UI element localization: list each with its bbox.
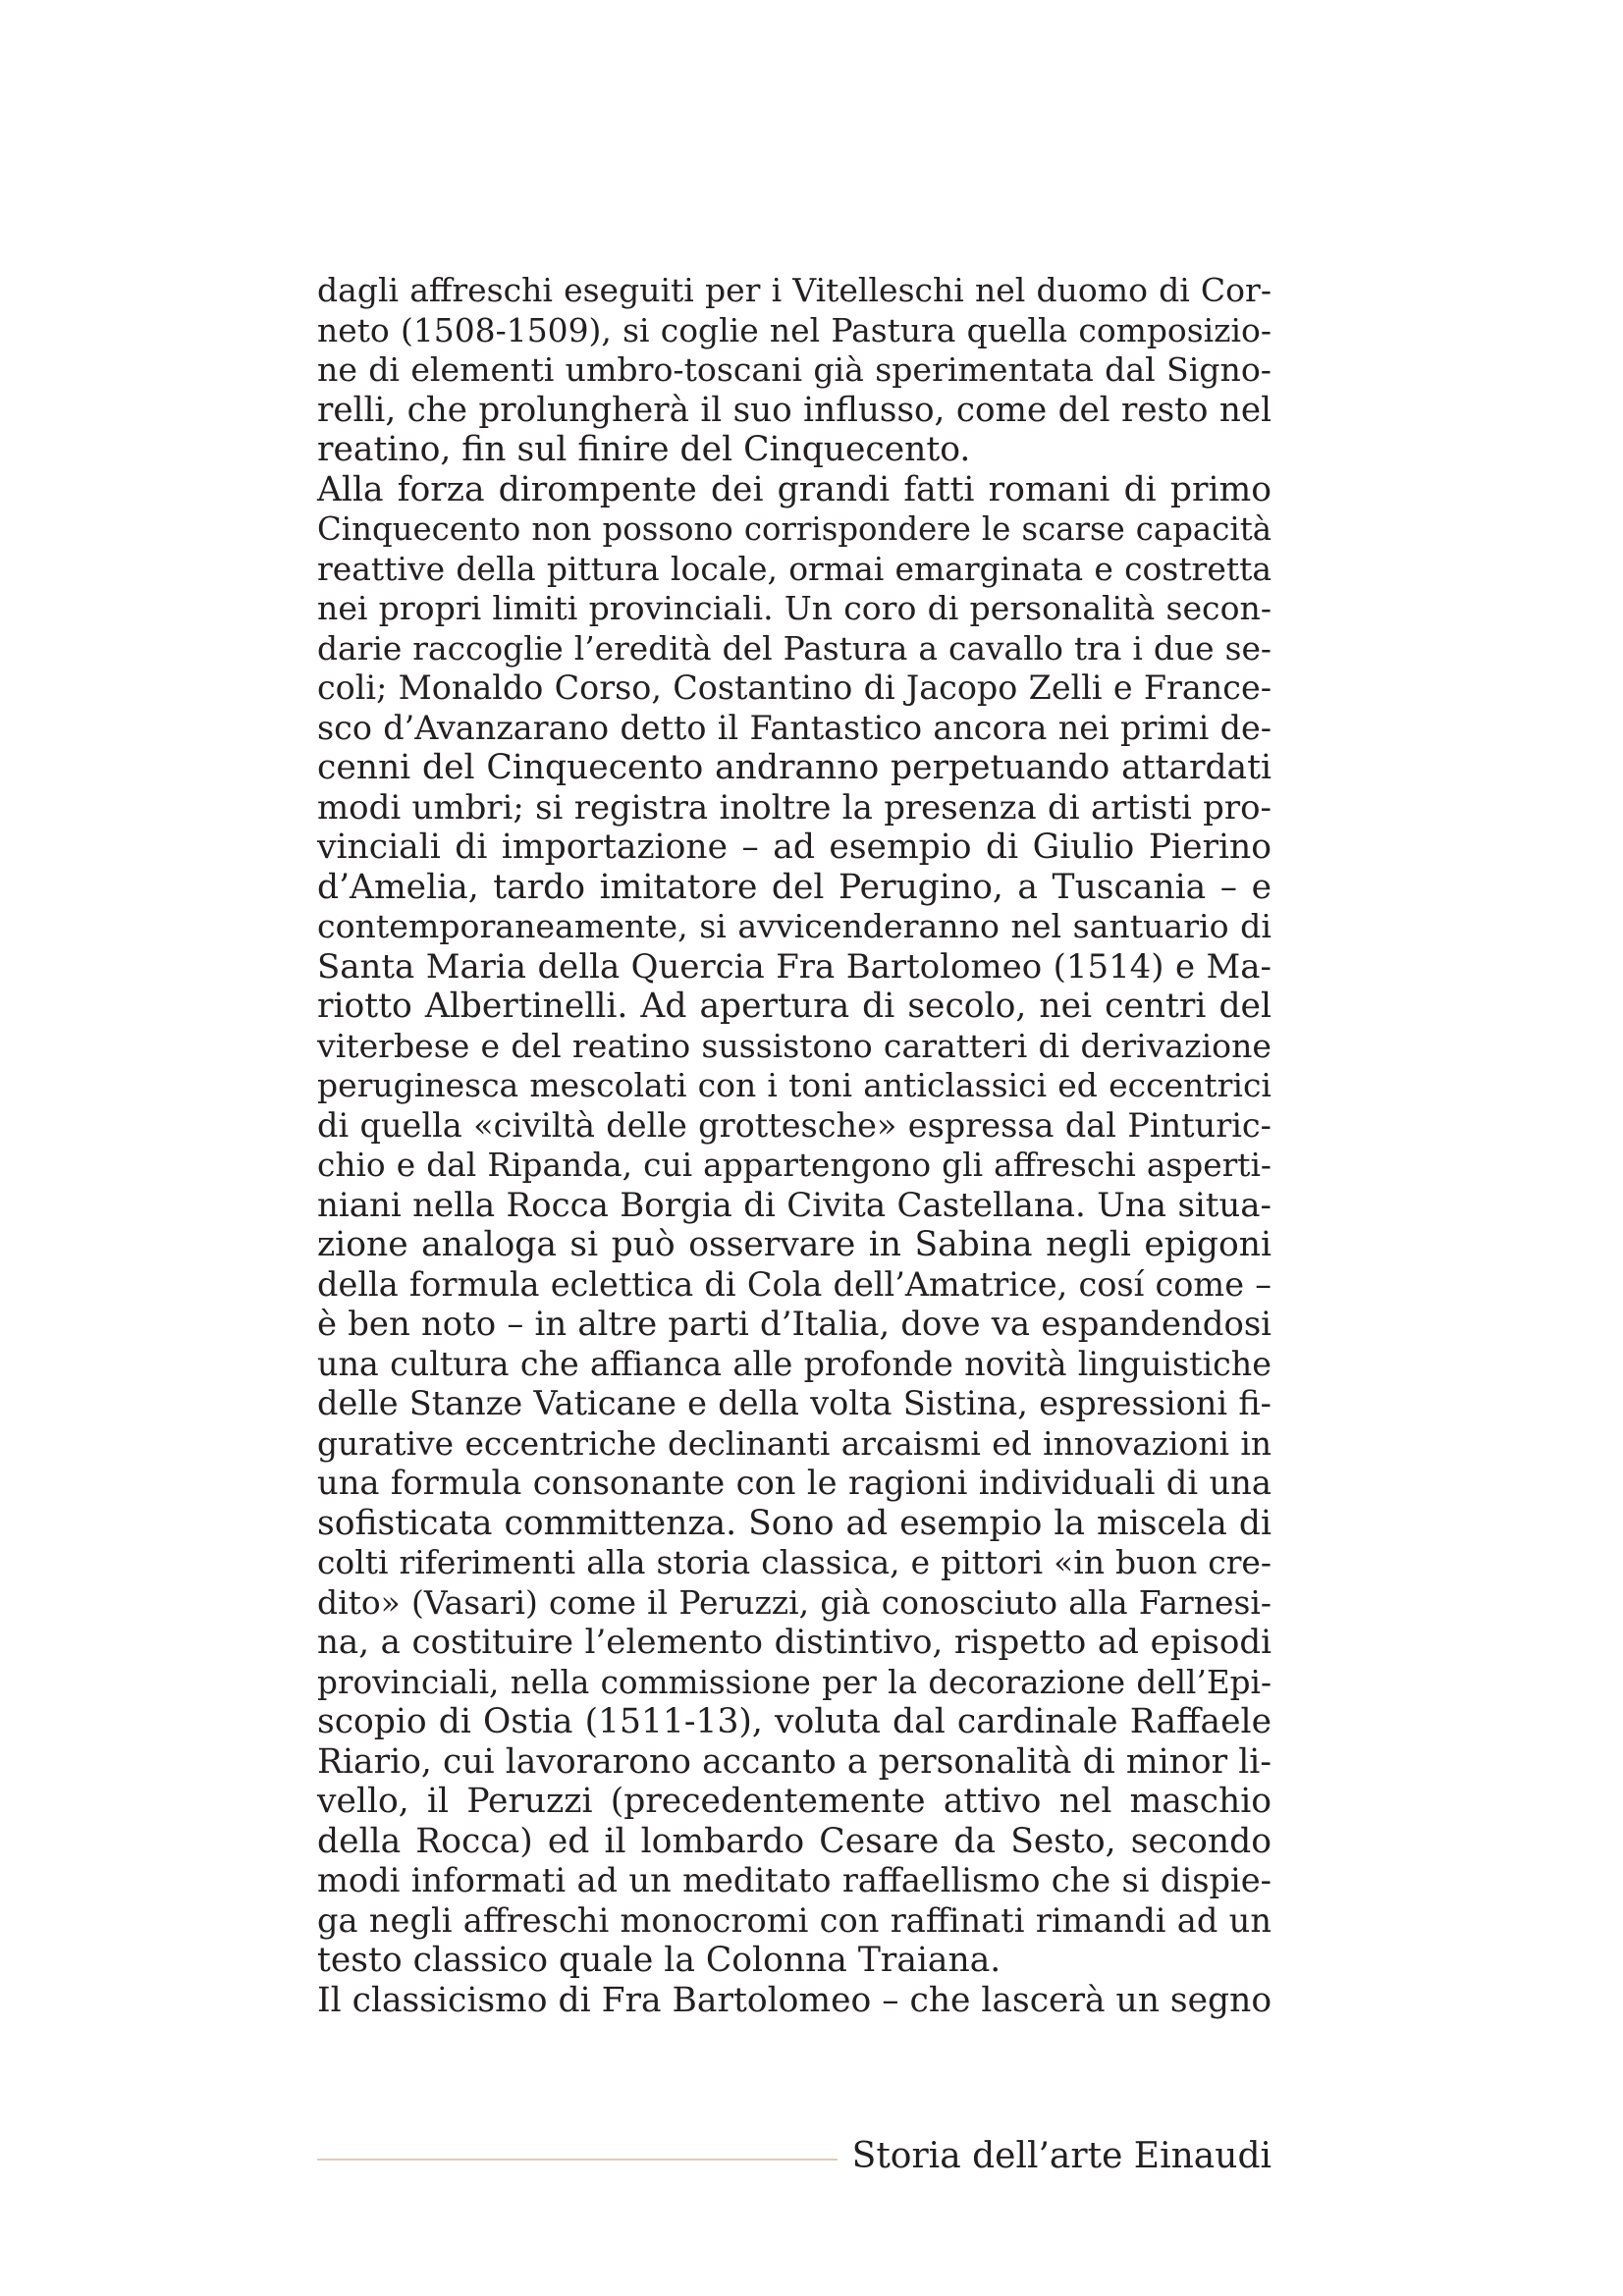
text-line: niani nella Rocca Borgia di Civita Castellana. Una situa- bbox=[317, 1185, 1271, 1225]
text-line: della Rocca) ed il lombardo Cesare da Sesto, secondo bbox=[317, 1821, 1271, 1861]
text-line: testo classico quale la Colonna Traiana. bbox=[317, 1941, 1001, 1980]
text-line: ga negli affreschi monocromi con raffinati rimandi ad un bbox=[317, 1900, 1271, 1940]
text-line: na, a costituire l’elemento distintivo, rispetto ad episodi bbox=[317, 1623, 1271, 1662]
text-line: peruginesca mescolati con i toni anticlassici ed eccentrici bbox=[317, 1066, 1271, 1104]
paragraph bbox=[317, 470, 1271, 1981]
text-line: ne di elementi umbro-toscani già sperimentata dal Signo- bbox=[317, 350, 1271, 389]
text-line: coli; Monaldo Corso, Costantino di Jacopo Zelli e France- bbox=[317, 668, 1271, 707]
text-line: Santa Maria della Quercia Fra Bartolomeo (1514) e Ma- bbox=[317, 946, 1271, 987]
text-line: colti riferimenti alla storia classica, e pittori «in buon cre- bbox=[317, 1543, 1271, 1581]
text-line: della formula eclettica di Cola dell’Amatrice, cosí come – bbox=[317, 1264, 1271, 1304]
text-line: d’Amelia, tardo imitatore del Perugino, a Tuscania – e bbox=[317, 867, 1271, 907]
text-line: Riario, cui lavorarono accanto a personalità di minor li- bbox=[317, 1741, 1271, 1782]
text-line: cenni del Cinquecento andranno perpetuando attardati bbox=[317, 748, 1271, 787]
paragraph bbox=[317, 1981, 1271, 2021]
text-line: sofisticata committenza. Sono ad esempio la miscela di bbox=[317, 1503, 1271, 1543]
text-line: Cinquecento non possono corrispondere le scarse capacità bbox=[317, 510, 1271, 548]
text-line: relli, che prolungherà il suo influsso, come del resto nel bbox=[317, 390, 1271, 430]
text-line: vinciali di importazione – ad esempio di Giulio Pierino bbox=[317, 828, 1271, 867]
text-line: modi umbri; si registra inoltre la presenza di artisti pro- bbox=[317, 787, 1271, 828]
text-line: riotto Albertinelli. Ad apertura di secolo, nei centri del bbox=[317, 987, 1271, 1026]
paragraph bbox=[317, 271, 1271, 470]
text-line: vello, il Peruzzi (precedentemente attivo nel maschio bbox=[317, 1782, 1271, 1821]
text-line: contemporaneamente, si avvicenderanno nel santuario di bbox=[317, 907, 1271, 945]
text-line: nei propri limiti provinciali. Un coro di personalità secon- bbox=[317, 589, 1271, 627]
text-line: sco d’Avanzarano detto il Fantastico ancora nei primi de- bbox=[317, 708, 1271, 747]
text-line: neto (1508-1509), si coglie nel Pastura quella composizio- bbox=[317, 310, 1271, 349]
footer-rule bbox=[317, 2159, 838, 2161]
text-line: gurative eccentriche declinanti arcaismi ed innovazioni in bbox=[317, 1424, 1271, 1463]
page-footer bbox=[317, 2132, 1271, 2181]
text-line: Alla forza dirompente dei grandi fatti romani di primo bbox=[317, 469, 1271, 509]
text-line: delle Stanze Vaticane e della volta Sistina, espressioni fi- bbox=[317, 1384, 1271, 1422]
text-line: è ben noto – in altre parti d’Italia, dove va espandendosi bbox=[317, 1305, 1271, 1343]
text-line: zione analoga si può osservare in Sabina negli epigoni bbox=[317, 1225, 1271, 1264]
text-line: reattive della pittura locale, ormai emarginata e costretta bbox=[317, 549, 1271, 588]
text-line: di quella «civiltà delle grottesche» espressa dal Pinturic- bbox=[317, 1105, 1271, 1145]
text-line: chio e dal Ripanda, cui appartengono gli affreschi asperti- bbox=[317, 1147, 1271, 1184]
text-line: modi informati ad un meditato raffaellismo che si dispie- bbox=[317, 1861, 1271, 1899]
text-line: dagli affreschi eseguiti per i Vitelleschi nel duomo di Cor- bbox=[317, 271, 1271, 309]
publication-title: Storia dell’arte Einaudi bbox=[851, 2136, 1271, 2176]
text-line: una cultura che affianca alle profonde novità linguistiche bbox=[317, 1344, 1271, 1383]
text-line: Il classicismo di Fra Bartolomeo – che lascerà un segno bbox=[317, 1980, 1272, 2020]
text-line: scopio di Ostia (1511-13), voluta dal cardinale Raffaele bbox=[317, 1702, 1271, 1741]
text-line: viterbese e del reatino sussistono caratteri di derivazione bbox=[317, 1026, 1271, 1065]
text-line: dito» (Vasari) come il Peruzzi, già conosciuto alla Farnesi- bbox=[317, 1582, 1271, 1622]
text-line: provinciali, nella commissione per la decorazione dell’Epi- bbox=[317, 1663, 1271, 1701]
text-line: darie raccoglie l’eredità del Pastura a cavallo tra i due se- bbox=[317, 628, 1271, 667]
body-text bbox=[317, 271, 1271, 2020]
text-line: una formula consonante con le ragioni individuali di una bbox=[317, 1464, 1271, 1502]
text-line: reatino, fin sul finire del Cinquecento. bbox=[317, 430, 971, 469]
